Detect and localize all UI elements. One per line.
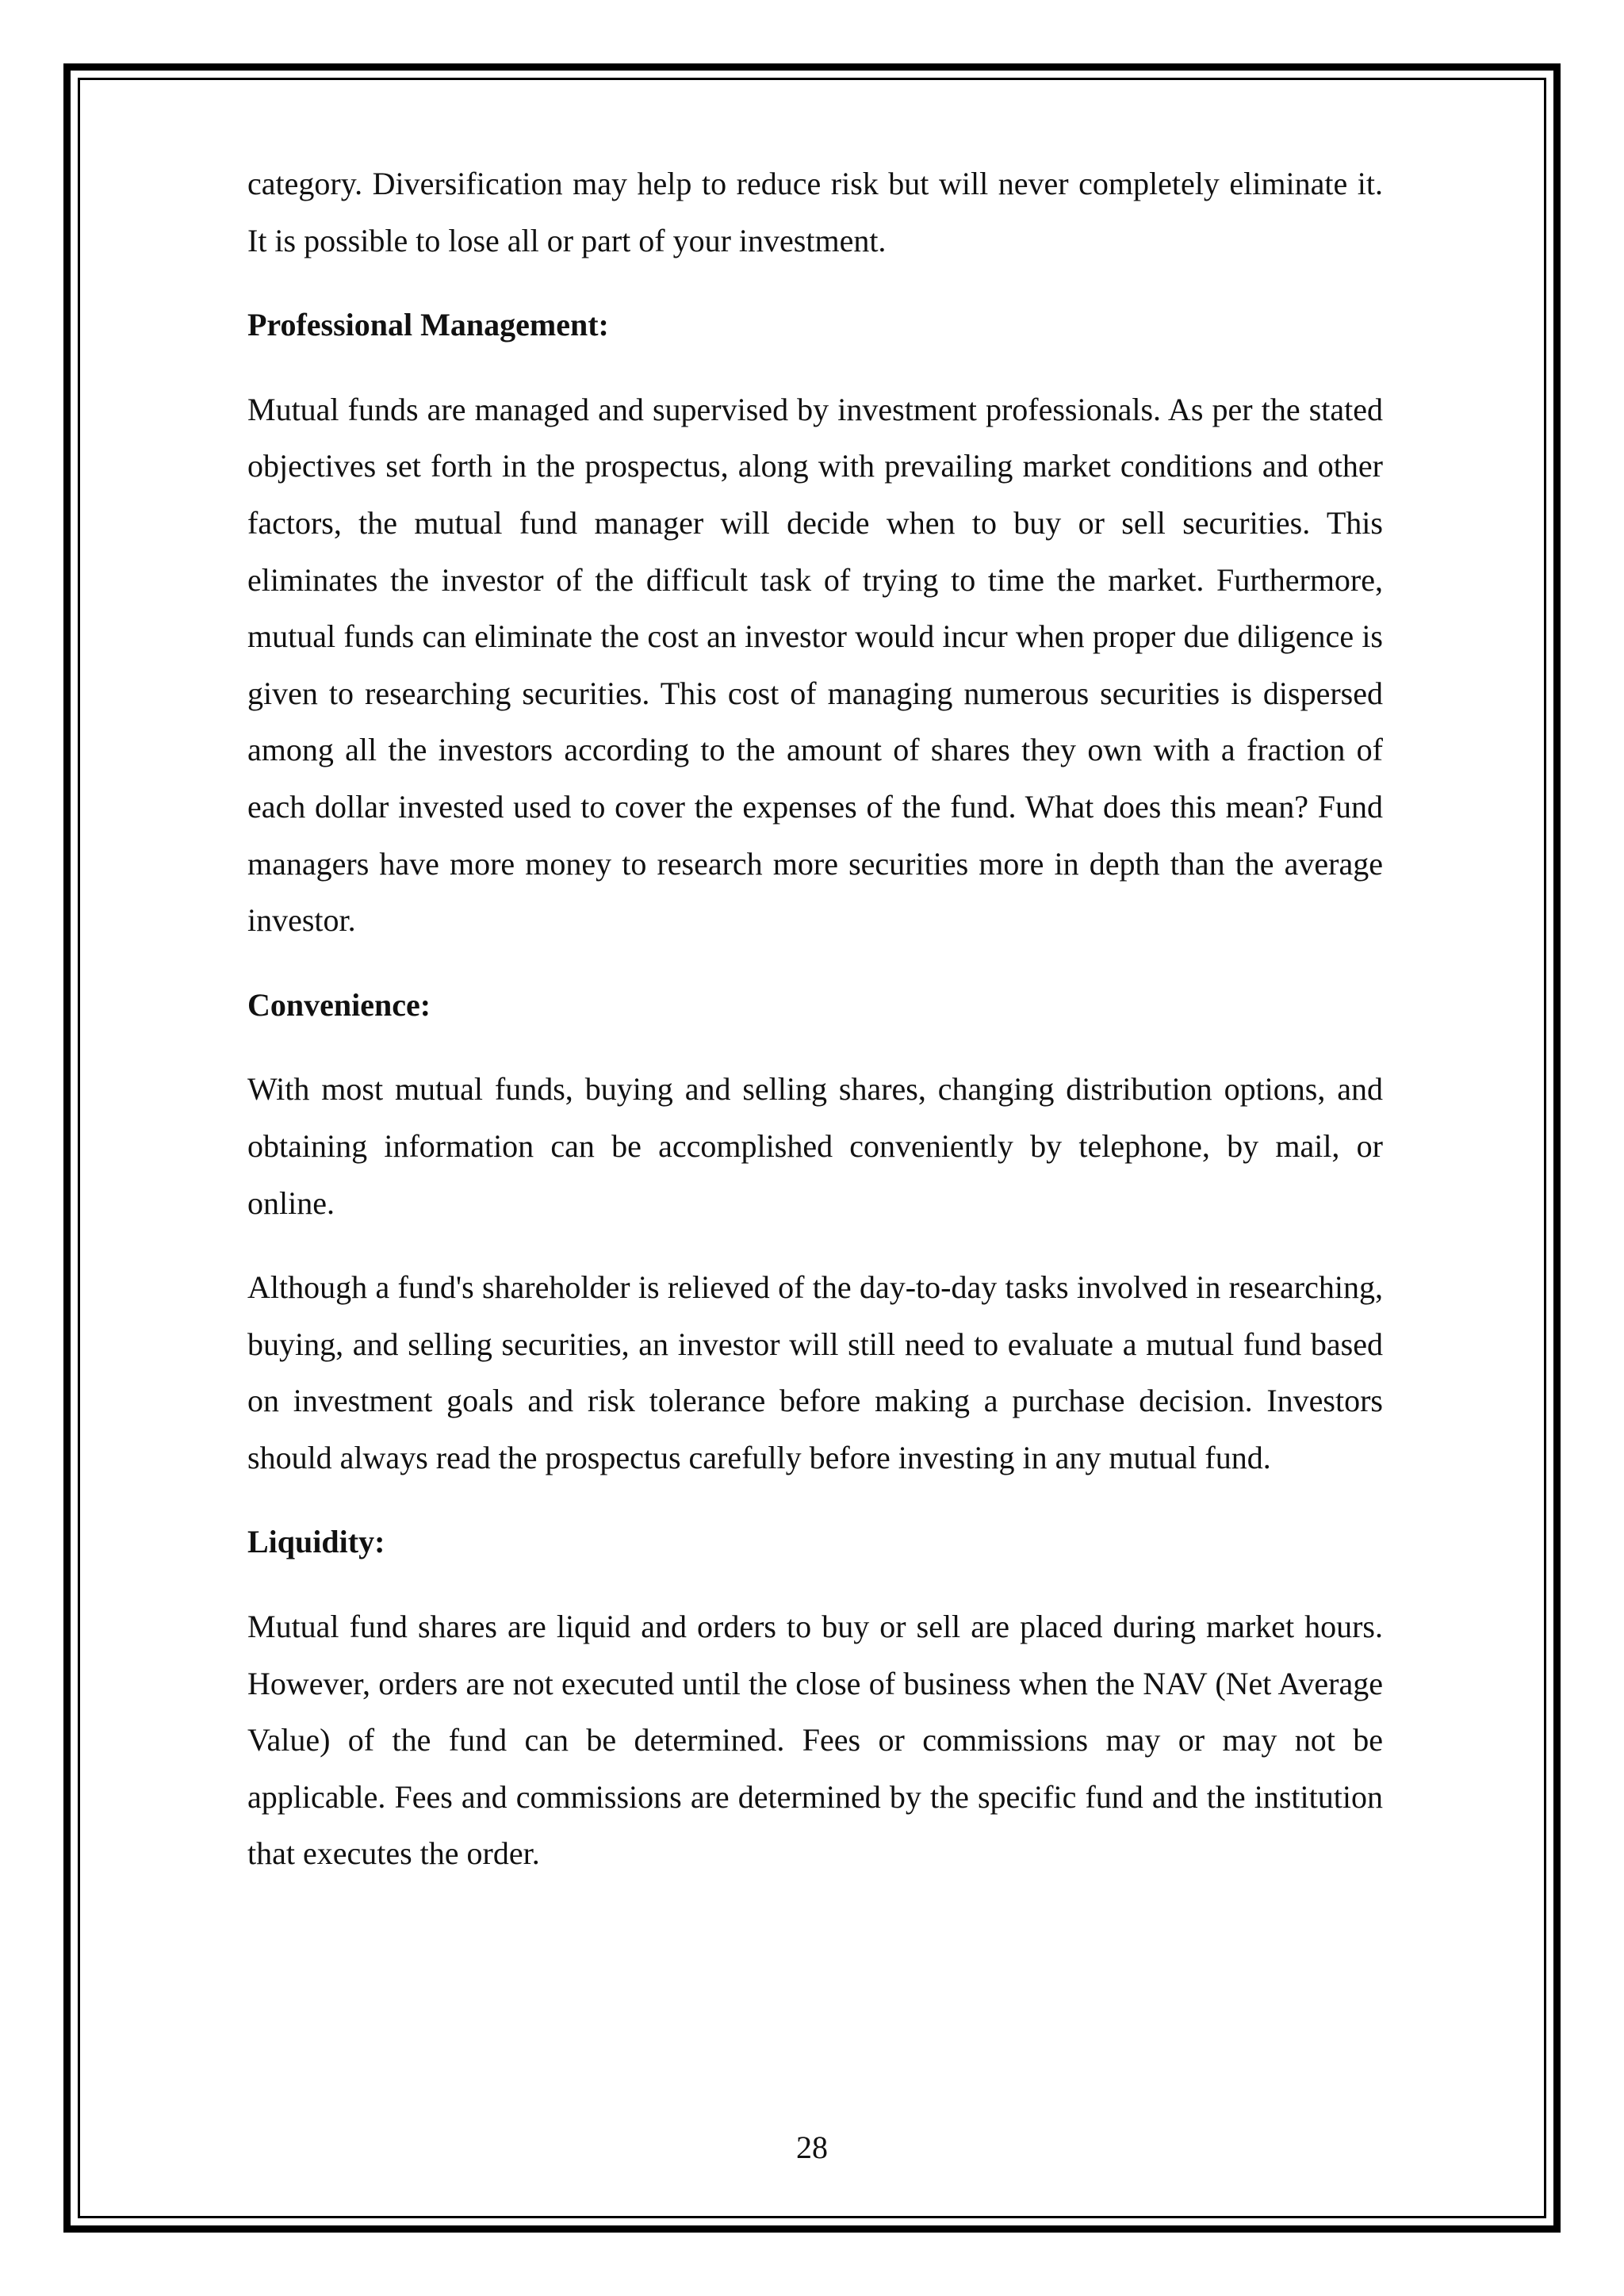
paragraph-diversification: category. Diversification may help to reduce risk but will never completely eliminate it. It is possible to lose all or part of your investment. — [247, 166, 1383, 258]
heading-professional-management: Professional Management: — [247, 307, 609, 343]
heading-liquidity: Liquidity: — [247, 1524, 385, 1560]
paragraph-professional-management: Mutual funds are managed and supervised by investment professionals. As per the stated objectives set forth in the prospectus, along with prevailing market conditions and other factors, the mutual fund manager will decide when to buy or sell securities. This eliminates the investor of the difficult task of trying to time the market. Furthermore, mutual funds can eliminate the cost an investor would incur when proper due diligence is given to researching securities. This cost of managing numerous securities is dispersed among all the investors according to the amount of shares they own with a fraction of each dollar invested used to cover the expenses of the fund. What does this mean? Fund managers have more money to research more securities more in depth than the average investor. — [247, 391, 1383, 939]
heading-convenience: Convenience: — [247, 986, 431, 1023]
paragraph-convenience: With most mutual funds, buying and selling shares, changing distribution options, and obtaining information can be accomplished conveniently by telephone, by mail, or online. — [247, 1071, 1383, 1221]
document-body — [247, 155, 1383, 1882]
paragraph-shareholder: Although a fund's shareholder is relieved of the day-to-day tasks involved in researching, buying, and selling securities, an investor will still need to evaluate a mutual fund based on investment goals and risk tolerance before making a purchase decision. Investors should always read the prospectus carefully before investing in any mutual fund. — [247, 1269, 1383, 1475]
paragraph-liquidity: Mutual fund shares are liquid and orders to buy or sell are placed during market hours. However, orders are not executed until the close of business when the NAV (Net Average Value) of the fund can be determined. Fees or commissions may or may not be applicable. Fees and commissions are determined by the specific fund and the institution that executes the order. — [247, 1609, 1383, 1872]
page-number: 28 — [796, 2130, 828, 2165]
